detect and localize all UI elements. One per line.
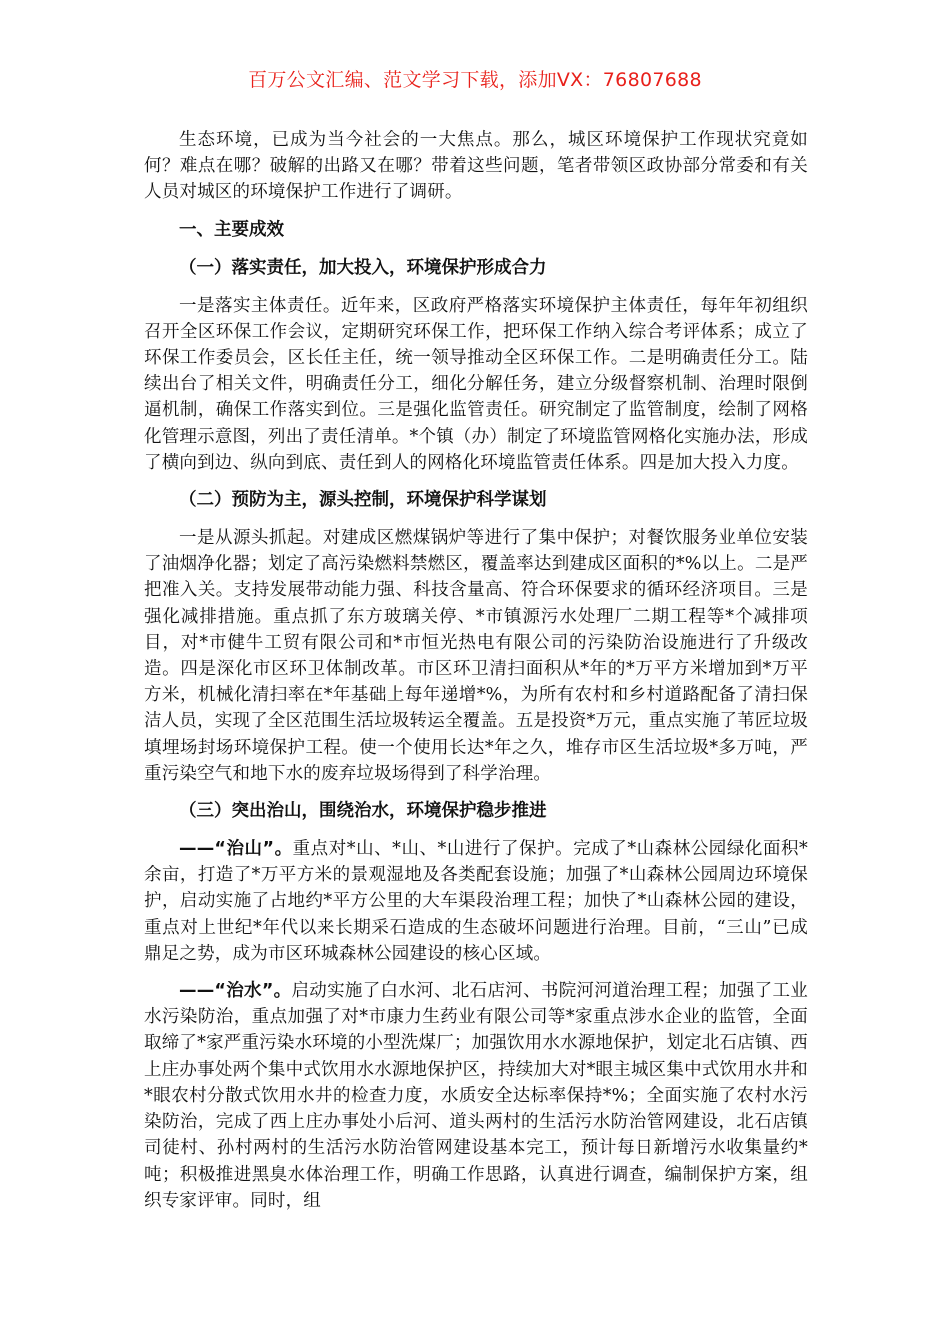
subsection-2-paragraph: 一是从源头抓起。对建成区燃煤锅炉等进行了集中保护；对餐饮服务业单位安装了油烟净化器；划定了高污染燃料禁燃区，覆盖率达到建成区面积的*%以上。二是严把准入关。支持发展带动能力强、科技含量高、符合环保要求的循环经济项目。三是强化减排措施。重点抓了东方玻璃关停、*市镇源污水处理厂二期工程等*个减排项目，对*市健牛工贸有限公司和*市恒光热电有限公司的污染防治设施进行了升级改造。四是深化市区环卫体制改革。市区环卫清扫面积从*年的*万平方米增加到*万平方米，机械化清扫率在*年基础上每年递增*%，为所有农村和乡村道路配备了清扫保洁人员，实现了全区范围生活垃圾转运全覆盖。五是投资*万元，重点实施了苇匠垃圾填埋场封场环境保护工程。使一个使用长达*年之久，堆存市区生活垃圾*多万吨，严重污染空气和地下水的废弃垃圾场得到了科学治理。: [144, 528, 808, 784]
intro-paragraph: 生态环境，已成为当今社会的一大焦点。那么，城区环境保护工作现状究竟如何？难点在哪？破解的出路又在哪？带着这些问题，笔者带领区政协部分常委和有关人员对城区的环境保护工作进行了调研。: [144, 130, 808, 203]
subsection-heading-1: （一）落实责任，加大投入，环境保护形成合力: [179, 257, 547, 278]
subsection-heading-3: （三）突出治山，围绕治水，环境保护稳步推进: [179, 801, 547, 822]
water-lead: ——“治水”。: [179, 981, 292, 1002]
mountain-body: 重点对*山、*山、*山进行了保护。完成了*山森林公园绿化面积*余亩，打造了*万平方米的景观湿地及各类配套设施；加强了*山森林公园周边环境保护，启动实施了占地约*平方公里的大车渠段治理工程；加快了*山森林公园的建设，重点对上世纪*年代以来长期采石造成的生态破坏问题进行治理。目前，“三山”已成鼎足之势，成为市区环城森林公园建设的核心区域。: [144, 839, 808, 964]
document-body: [144, 127, 808, 1225]
water-body: 启动实施了白水河、北石店河、书院河河道治理工程；加强了工业水污染防治，重点加强了对*市康力生药业有限公司等*家重点涉水企业的监管，全面取缔了*家严重污染水环境的小型洗煤厂；加强饮用水水源地保护，划定北石店镇、西上庄办事处两个集中式饮用水水源地保护区，持续加大对*眼主城区集中式饮用水井和*眼农村分散式饮用水井的检查力度，水质安全达标率保持*%；全面实施了农村水污染防治，完成了西上庄办事处小后河、道头两村的生活污水防治管网建设，北石店镇司徒村、孙村两村的生活污水防治管网建设基本完工，预计每日新增污水收集量约*吨；积极推进黑臭水体治理工作，明确工作思路，认真进行调查，编制保护方案，组织专家评审。同时，组: [144, 981, 808, 1211]
mountain-paragraph: [144, 836, 808, 967]
water-paragraph: [144, 978, 808, 1214]
watermark-banner: 百万公文汇编、范文学习下载，添加VX：76807688: [248, 69, 702, 91]
subsection-heading-2: （二）预防为主，源头控制，环境保护科学谋划: [179, 490, 547, 511]
subsection-1-paragraph: 一是落实主体责任。近年来，区政府严格落实环境保护主体责任，每年年初组织召开全区环保工作会议，定期研究环保工作，把环保工作纳入综合考评体系；成立了环保工作委员会，区长任主任，统一领导推动全区环保工作。二是明确责任分工。陆续出台了相关文件，明确责任分工，细化分解任务，建立分级督察机制、治理时限倒逼机制，确保工作落实到位。三是强化监管责任。研究制定了监管制度，绘制了网格化管理示意图，列出了责任清单。*个镇（办）制定了环境监管网格化实施办法，形成了横向到边、纵向到底、责任到人的网格化环境监管责任体系。四是加大投入力度。: [144, 295, 808, 473]
mountain-lead: ——“治山”。: [179, 839, 293, 860]
section-heading-main-results: 一、主要成效: [179, 219, 284, 240]
